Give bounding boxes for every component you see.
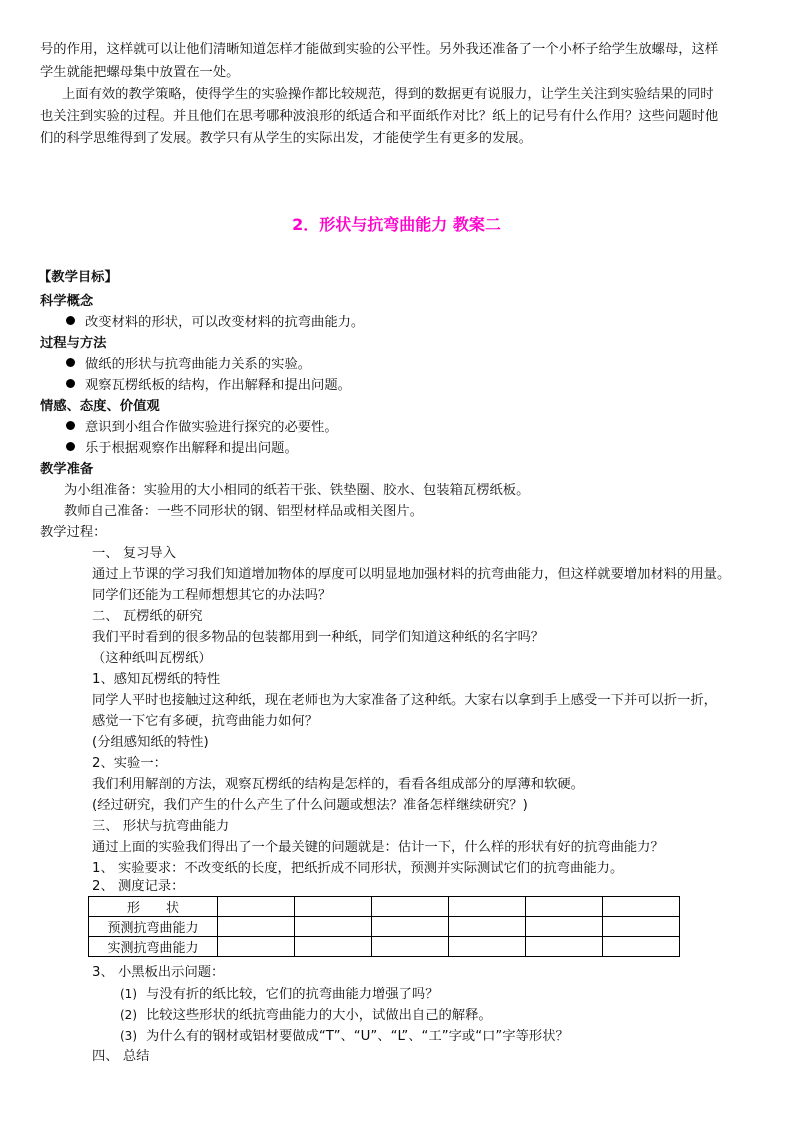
section-2-sub-1: 1、感知瓦楞纸的特性 (92, 672, 221, 687)
intro-line-4: 也关注到实验的过程。并且他们在思考哪种波浪形的纸适合和平面纸作对比？纸上的记号有什么作用？这些问题时他 (40, 109, 719, 124)
bullet-icon (66, 358, 75, 367)
section-3-heading: 三、 形状与抗弯曲能力 (92, 819, 230, 834)
section-1-text-b: 同学们还能为工程师想想其它的办法吗？ (92, 588, 332, 603)
section-2-heading: 二、 瓦楞纸的研究 (92, 609, 203, 624)
table-cell (603, 917, 680, 937)
section-2-text-i: (经过研究，我们产生的什么产生了什么问题或想法？准备怎样继续研究？) (92, 798, 528, 813)
process-method-item-1: 做纸的形状与抗弯曲能力关系的实验。 (66, 355, 311, 375)
table-row (89, 937, 680, 957)
intro-line-1: 号的作用，这样就可以让他们清晰知道怎样才能做到实验的公平性。另外我还准备了一个小杯子给学生放螺母，这样 (40, 42, 719, 57)
section-2-text-f: (分组感知纸的特性) (92, 735, 209, 750)
section-3-text-d: 3、 小黑板出示问题： (92, 965, 225, 980)
table-header-cell: 实测抗弯曲能力 (89, 937, 218, 957)
lesson-title: 2．形状与抗弯曲能力 教案二 (292, 215, 501, 234)
table-cell (295, 937, 372, 957)
process-method-heading: 过程与方法 (40, 336, 107, 351)
section-4-heading: 四、 总结 (92, 1049, 150, 1064)
table-row (89, 917, 680, 937)
table-cell (449, 917, 526, 937)
attitude-item-1: 意识到小组合作做实验进行探究的必要性。 (66, 418, 338, 438)
bullet-icon (66, 421, 75, 430)
table-cell (372, 897, 449, 917)
table-cell (603, 937, 680, 957)
section-2-text-d: 同学人平时也接触过这种纸，现在老师也为大家准备了这种纸。大家右以拿到手上感受一下并可以折一折， (92, 693, 717, 708)
sci-concept-item: 改变材料的形状，可以改变材料的抗弯曲能力。 (66, 313, 364, 333)
attitude-heading: 情感、态度、价值观 (40, 399, 160, 414)
table-header-cell: 形 状 (89, 897, 218, 917)
section-3-text-b: 1、 实验要求：不改变纸的长度，把纸折成不同形状，预测并实际测试它们的抗弯曲能力。 (92, 861, 624, 876)
table-cell (449, 897, 526, 917)
intro-line-3: 上面有效的教学策略，使得学生的实验操作都比较规范，得到的数据更有说服力，让学生关注到实验结果的同时 (62, 87, 714, 102)
table-cell (218, 917, 295, 937)
section-1-text-a: 通过上节课的学习我们知道增加物体的厚度可以明显地加强材料的抗弯曲能力，但这样就要增加材料的用量。 (92, 567, 731, 582)
question-1: (1) 与没有折的纸比较，它们的抗弯曲能力增强了吗？ (120, 987, 439, 1002)
table-cell (295, 897, 372, 917)
section-2-text-a: 我们平时看到的很多物品的包装都用到一种纸，同学们知道这种纸的名字吗？ (92, 630, 545, 645)
objectives-heading: 【教学目标】 (38, 270, 118, 285)
table-cell (372, 917, 449, 937)
section-2-text-e: 感觉一下它有多硬，抗弯曲能力如何？ (92, 714, 319, 729)
table-cell (218, 897, 295, 917)
prep-group: 为小组准备：实验用的大小相同的纸若干张、铁垫圈、胶水、包装箱瓦楞纸板。 (64, 483, 530, 498)
table-cell (372, 937, 449, 957)
intro-line-5: 们的科学思维得到了发展。教学只有从学生的实际出发，才能使学生有更多的发展。 (40, 131, 532, 146)
process-heading: 教学过程： (40, 525, 107, 540)
table-cell (526, 917, 603, 937)
section-3-text-c: 2、 测度记录： (92, 879, 185, 894)
table-header-cell: 预测抗弯曲能力 (89, 917, 218, 937)
intro-line-2: 学生就能把螺母集中放置在一处。 (40, 65, 240, 80)
process-method-item-2: 观察瓦楞纸板的结构，作出解释和提出问题。 (66, 376, 351, 396)
section-2-text-h: 我们利用解剖的方法，观察瓦楞纸的结构是怎样的，看看各组成部分的厚薄和软硬。 (92, 777, 584, 792)
table-cell (218, 937, 295, 957)
table-cell (526, 897, 603, 917)
prep-teacher: 教师自己准备：一些不同形状的钢、铝型材样品或相关图片。 (64, 504, 424, 519)
question-3: (3) 为什么有的钢材或铝材要做成“T”、“U”、“L”、“工”字或“口”字等形状？ (120, 1029, 569, 1044)
bullet-icon (66, 442, 75, 451)
attitude-item-2: 乐于根据观察作出解释和提出问题。 (66, 439, 298, 459)
table-cell (295, 917, 372, 937)
table-cell (526, 937, 603, 957)
table-cell (449, 937, 526, 957)
section-1-heading: 一、 复习导入 (92, 546, 177, 561)
table-cell (603, 897, 680, 917)
sci-concept-heading: 科学概念 (40, 294, 94, 309)
prep-heading: 教学准备 (40, 462, 94, 477)
section-2-sub-2: 2、实验一： (92, 756, 167, 771)
question-2: (2) 比较这些形状的纸抗弯曲能力的大小，试做出自己的解释。 (120, 1008, 492, 1023)
measurement-table (88, 896, 680, 957)
bullet-icon (66, 316, 75, 325)
bullet-icon (66, 379, 75, 388)
table-row (89, 897, 680, 917)
section-2-text-b: （这种纸叫瓦楞纸） (92, 651, 212, 666)
section-3-text-a: 通过上面的实验我们得出了一个最关键的问题就是：估计一下，什么样的形状有好的抗弯曲能力？ (92, 840, 664, 855)
